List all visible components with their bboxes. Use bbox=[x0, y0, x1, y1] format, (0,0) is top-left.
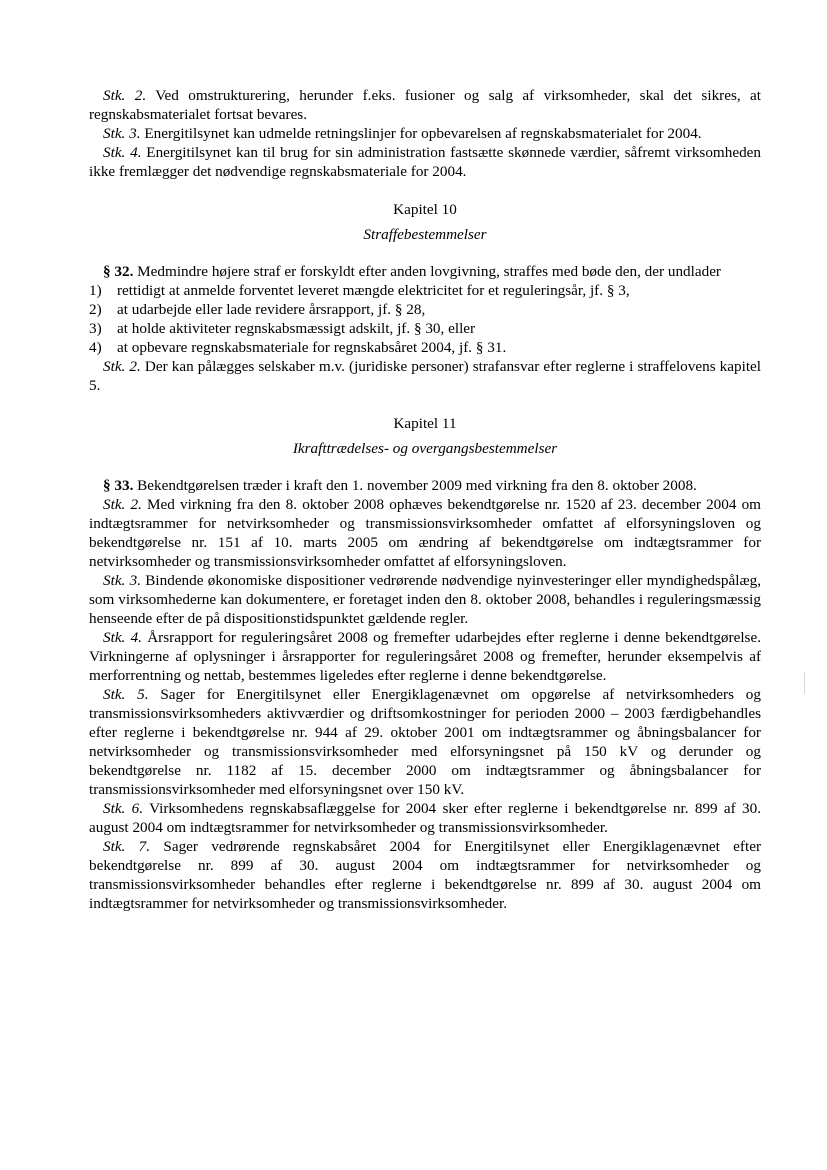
section-32-list bbox=[89, 281, 761, 357]
section-text: Bekendtgørelsen træder i kraft den 1. november 2009 med virkning fra den 8. oktober 2008. bbox=[137, 477, 697, 494]
list-number: 1) bbox=[89, 282, 102, 299]
list-item bbox=[89, 338, 761, 357]
stk-label: Stk. 4. bbox=[103, 144, 142, 161]
list-item bbox=[89, 281, 761, 300]
stk-label: Stk. 3. bbox=[103, 125, 141, 142]
section-33-intro bbox=[89, 476, 761, 495]
section-text: Medmindre højere straf er forskyldt efter anden lovgivning, straffes med bøde den, der undlader bbox=[137, 263, 721, 280]
paragraph-stk-3 bbox=[89, 124, 761, 143]
stk-label: Stk. 2. bbox=[103, 358, 141, 375]
chapter-10-subtitle: Straffebestemmelser bbox=[363, 226, 487, 243]
list-text: rettidigt at anmelde forventet leveret mængde elektricitet for et reguleringsår, jf. § 3, bbox=[117, 282, 630, 299]
chapter-11-title: Kapitel 11 bbox=[393, 415, 457, 432]
chapter-10-title: Kapitel 10 bbox=[393, 201, 457, 218]
section-33-stk-7 bbox=[89, 837, 761, 913]
section-32-stk-2 bbox=[89, 357, 761, 395]
section-number: § 32. bbox=[103, 263, 134, 280]
stk-label: Stk. 2. bbox=[103, 496, 142, 513]
section-33-stk-2 bbox=[89, 495, 761, 571]
paragraph-text: Sager for Energitilsynet eller Energiklagenævnet om opgørelse af netvirksomheders og transmissionsvirksomheders aktivværdier og driftsomkostninger for perioden 2000 – 2003 færdigbehandles efter reglerne i bekendtgørelse nr. 944 af 29. oktober 2001 om indtægtsrammer og åbningsbalancer for netvirksomheder og transmissionsvirksomheder med elforsyningsnet på 150 kV og derunder og bekendtgørelse nr. 1182 af 15. december 2000 om indtægtsrammer og åbningsbalancer for transmissionsvirksomheder med elforsyningsnet over 150 kV. bbox=[89, 686, 761, 798]
list-item bbox=[89, 319, 761, 338]
section-33-stk-4 bbox=[89, 628, 761, 685]
stk-label: Stk. 6. bbox=[103, 800, 144, 817]
paragraph-text: Virksomhedens regnskabsaflæggelse for 2004 sker efter reglerne i bekendtgørelse nr. 899 af 30. august 2004 om indtægtsrammer for netvirksomheder og transmissionsvirksomheder. bbox=[89, 800, 762, 836]
list-text: at opbevare regnskabsmateriale for regnskabsåret 2004, jf. § 31. bbox=[117, 339, 507, 356]
paragraph-text: Ved omstrukturering, herunder f.eks. fusioner og salg af virksomheder, skal det sikres, at regnskabsmaterialet fortsat bevares. bbox=[89, 87, 761, 123]
paragraph-text: Bindende økonomiske dispositioner vedrørende nødvendige nyinvesteringer eller myndighedspålæg, som virksomhederne kan dokumentere, er foretaget inden den 8. oktober 2008, behandles i reguleringsmæssig henseende efter de på dispositionstidspunktet gældende regler. bbox=[89, 572, 761, 627]
section-33-stk-6 bbox=[89, 799, 761, 837]
chapter-11-subtitle: Ikrafttrædelses- og overgangsbestemmelser bbox=[292, 440, 558, 457]
paragraph-stk-4 bbox=[89, 143, 761, 181]
section-33-stk-5 bbox=[89, 685, 761, 799]
document-page bbox=[89, 86, 761, 913]
list-number: 4) bbox=[89, 339, 102, 356]
paragraph-text: Energitilsynet kan udmelde retningslinjer for opbevarelsen af regnskabsmaterialet for 2004. bbox=[144, 125, 702, 142]
stk-label: Stk. 4. bbox=[103, 629, 142, 646]
paragraph-text: Sager vedrørende regnskabsåret 2004 for Energitilsynet eller Energiklagenævnet efter bekendtgørelse nr. 899 af 30. august 2004 om indtægtsrammer for netvirksomheder og transmissionsvirksomheder behandles efter reglerne i bekendtgørelse nr. 899 af 30. august 2004 om indtægtsrammer for netvirksomheder og transmissionsvirksomheder. bbox=[89, 838, 762, 912]
list-text: at udarbejde eller lade revidere årsrapport, jf. § 28, bbox=[117, 301, 426, 318]
section-32-intro bbox=[89, 262, 761, 281]
list-number: 2) bbox=[89, 301, 102, 318]
paragraph-text: Årsrapport for reguleringsåret 2008 og fremefter udarbejdes efter reglerne i denne bekendtgørelse. Virkningerne af oplysninger i årsrapporter for reguleringsåret 2008 og fremefter, herunder eksempelvis af merforrentning og nettab, bestemmes ligeledes efter reglerne i denne bekendtgørelse. bbox=[89, 629, 761, 684]
list-number: 3) bbox=[89, 320, 102, 337]
section-number: § 33. bbox=[103, 477, 134, 494]
stk-label: Stk. 7. bbox=[103, 838, 151, 855]
section-33-stk-3 bbox=[89, 571, 761, 628]
list-text: at holde aktiviteter regnskabsmæssigt adskilt, jf. § 30, eller bbox=[117, 320, 476, 337]
stk-label: Stk. 3. bbox=[103, 572, 142, 589]
stk-label: Stk. 2. bbox=[103, 87, 147, 104]
stk-label: Stk. 5. bbox=[103, 686, 149, 703]
paragraph-stk-2 bbox=[89, 86, 761, 124]
list-item bbox=[89, 300, 761, 319]
paragraph-text: Med virkning fra den 8. oktober 2008 ophæves bekendtgørelse nr. 1520 af 23. december 2004 om indtægtsrammer for netvirksomheder og transmissionsvirksomheder omfattet af elforsyningsloven og bekendtgørelse nr. 151 af 10. marts 2005 om ændring af bekendtgørelse om indtægtsrammer for netvirksomheder og transmissionsvirksomheder omfattet af elforsyningsloven. bbox=[89, 496, 761, 570]
paragraph-text: Energitilsynet kan til brug for sin administration fastsætte skønnede værdier, såfremt virksomheden ikke fremlægger det nødvendige regnskabsmateriale for 2004. bbox=[89, 144, 761, 180]
scan-artifact-line bbox=[804, 672, 805, 694]
paragraph-text: Der kan pålægges selskaber m.v. (juridiske personer) strafansvar efter reglerne i straffelovens kapitel 5. bbox=[89, 358, 762, 394]
